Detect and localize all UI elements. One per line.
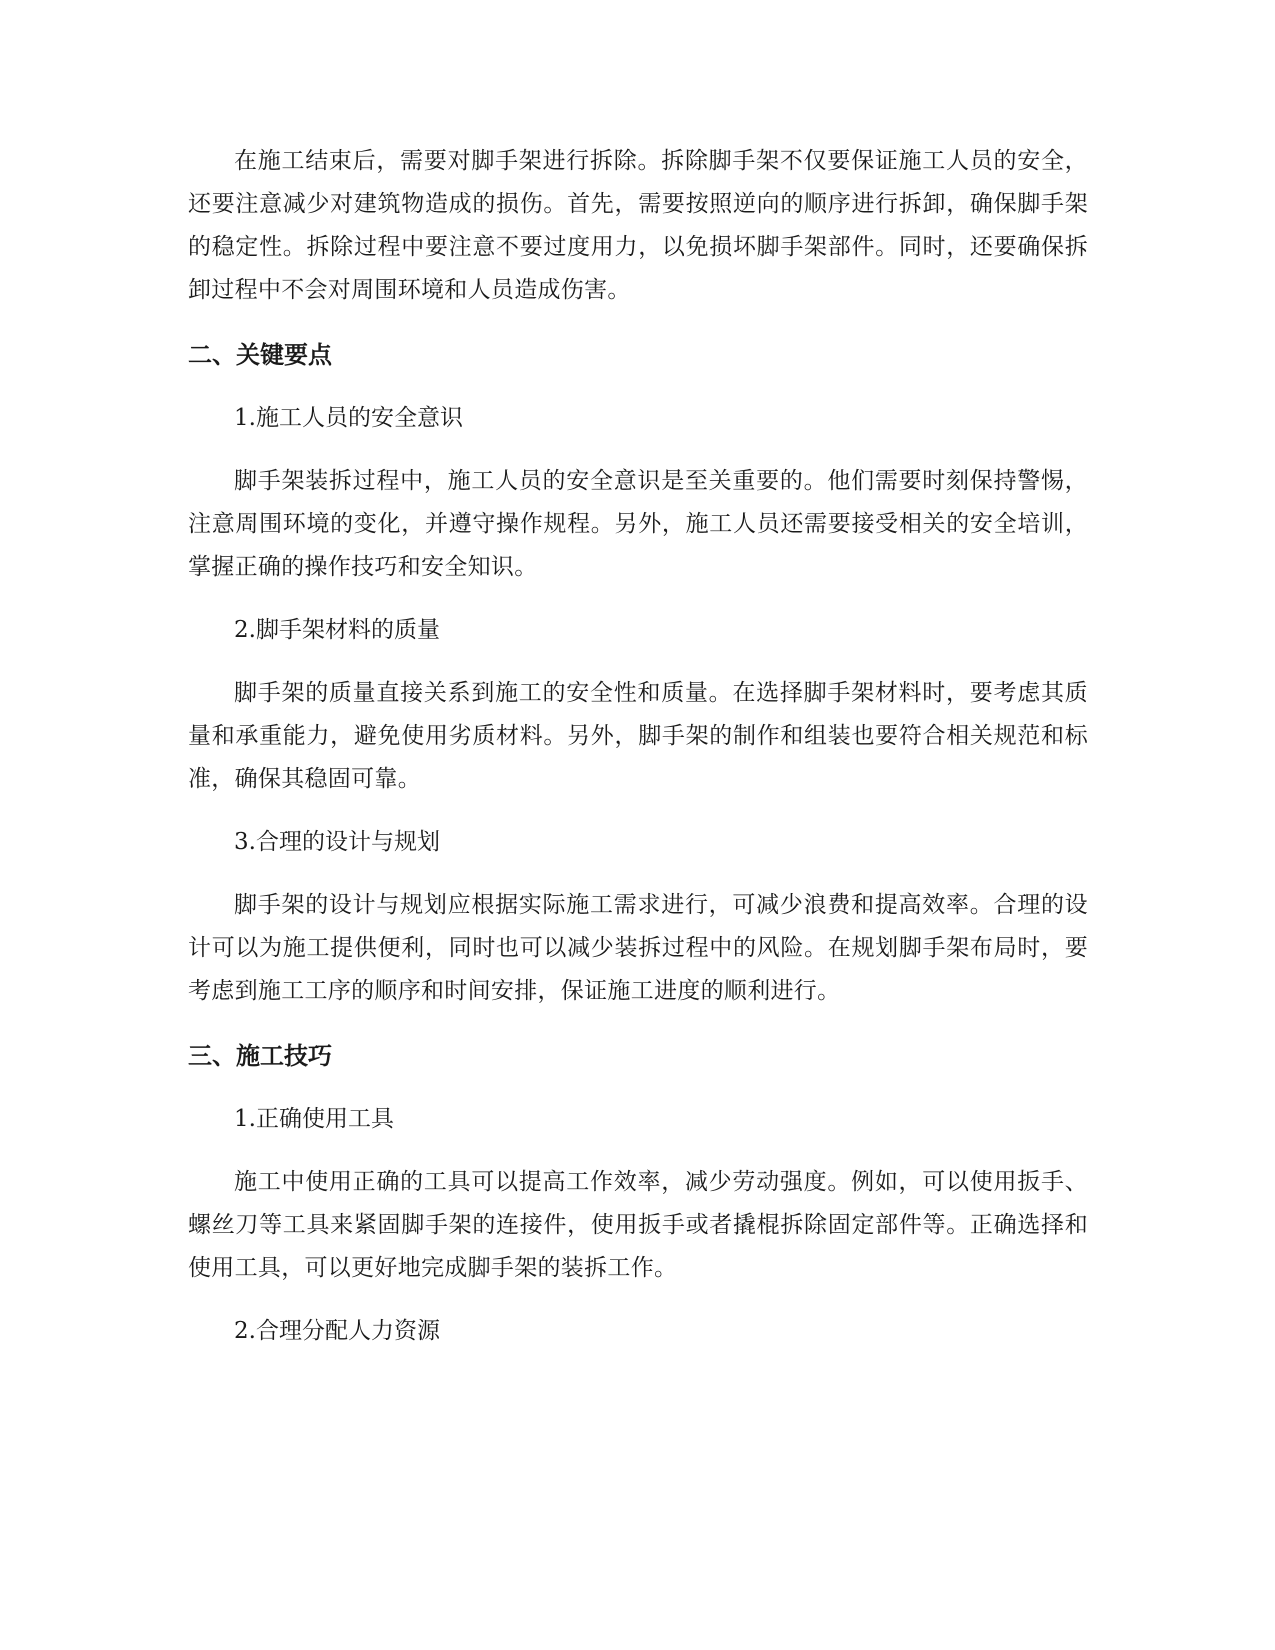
intro-paragraph: 在施工结束后，需要对脚手架进行拆除。拆除脚手架不仅要保证施工人员的安全，还要注意减少对建筑物造成的损伤。首先，需要按照逆向的顺序进行拆卸，确保脚手架的稳定性。拆除过程中要注意不要过度用力，以免损坏脚手架部件。同时，还要确保拆卸过程中不会对周围环境和人员造成伤害。 xyxy=(188,148,1088,303)
section-heading-key-points: 二、关键要点 xyxy=(188,341,332,369)
subsection-title-design-planning: 3.合理的设计与规划 xyxy=(234,829,440,855)
subsection-title-safety-awareness: 1.施工人员的安全意识 xyxy=(234,405,463,431)
subsection-title-tools: 1.正确使用工具 xyxy=(234,1106,394,1132)
paragraph-safety-awareness: 脚手架装拆过程中，施工人员的安全意识是至关重要的。他们需要时刻保持警惕，注意周围环境的变化，并遵守操作规程。另外，施工人员还需要接受相关的安全培训，掌握正确的操作技巧和安全知识。 xyxy=(188,468,1088,580)
subsection-title-manpower: 2.合理分配人力资源 xyxy=(234,1318,440,1344)
subsection-title-material-quality: 2.脚手架材料的质量 xyxy=(234,617,440,643)
paragraph-material-quality: 脚手架的质量直接关系到施工的安全性和质量。在选择脚手架材料时，要考虑其质量和承重能力，避免使用劣质材料。另外，脚手架的制作和组装也要符合相关规范和标准，确保其稳固可靠。 xyxy=(188,680,1088,792)
paragraph-design-planning: 脚手架的设计与规划应根据实际施工需求进行，可减少浪费和提高效率。合理的设计可以为施工提供便利，同时也可以减少装拆过程中的风险。在规划脚手架布局时，要考虑到施工工序的顺序和时间安排，保证施工进度的顺利进行。 xyxy=(188,892,1088,1004)
section-heading-techniques: 三、施工技巧 xyxy=(188,1042,332,1070)
paragraph-tools: 施工中使用正确的工具可以提高工作效率，减少劳动强度。例如，可以使用扳手、螺丝刀等工具来紧固脚手架的连接件，使用扳手或者撬棍拆除固定部件等。正确选择和使用工具，可以更好地完成脚手架的装拆工作。 xyxy=(188,1169,1088,1281)
document-page xyxy=(188,140,1088,1353)
